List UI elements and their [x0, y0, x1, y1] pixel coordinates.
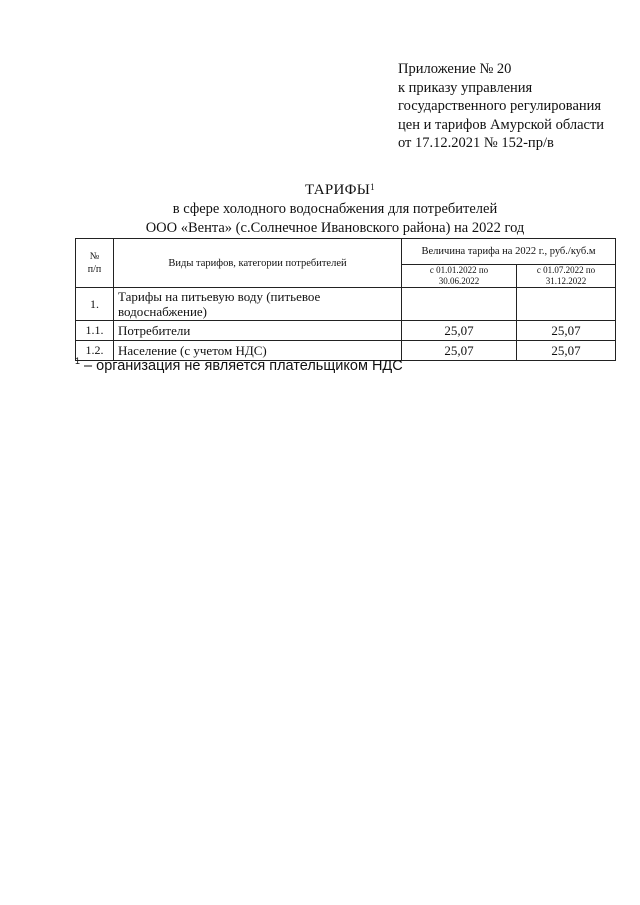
- header-kind: Виды тарифов, категории потребителей: [114, 239, 402, 288]
- title-main: [40, 180, 640, 200]
- appendix-line: от 17.12.2021 № 152-пр/в: [398, 135, 554, 152]
- table-row: [76, 288, 616, 321]
- footnote-mark: 1: [75, 356, 81, 366]
- header-period-1: [402, 265, 517, 288]
- row-num: 1.2.: [76, 341, 114, 361]
- header-num: [76, 239, 114, 288]
- header-num-text: № п/п: [87, 251, 102, 275]
- header-period-2: [517, 265, 616, 288]
- header-period-1-text: с 01.01.2022 по 30.06.2022: [429, 265, 489, 286]
- row-value-1: [402, 288, 517, 321]
- table-row: [76, 321, 616, 341]
- appendix-header: [398, 60, 634, 153]
- tariff-table: [75, 238, 616, 361]
- document-title: [0, 180, 640, 238]
- row-num: 1.: [76, 288, 114, 321]
- footnote: [75, 357, 403, 375]
- row-value-2: 25,07: [517, 341, 616, 361]
- title-subtitle-line2: ООО «Вента» (с.Солнечное Ивановского района) на 2022 год: [145, 220, 525, 236]
- table-header-row: [76, 239, 616, 265]
- row-value-1: 25,07: [402, 341, 517, 361]
- appendix-line: Приложение № 20: [398, 61, 512, 77]
- title-subtitle-line1: в сфере холодного водоснабжения для потребителей: [172, 201, 498, 217]
- title-footnote-mark: 1: [370, 182, 375, 192]
- header-value: Величина тарифа на 2022 г., руб./куб.м: [402, 239, 616, 265]
- title-word: ТАРИФЫ: [305, 182, 371, 198]
- row-label: Тарифы на питьевую воду (питьевое водоснабжение): [114, 288, 402, 321]
- row-label: Потребители: [114, 321, 402, 341]
- row-label: Население (с учетом НДС): [114, 341, 402, 361]
- appendix-line: к приказу управления: [398, 79, 533, 96]
- row-value-2: [517, 288, 616, 321]
- appendix-line: цен и тарифов Амурской области: [398, 116, 605, 133]
- header-period-2-text: с 01.07.2022 по 31.12.2022: [536, 265, 596, 286]
- footnote-text: – организация не является плательщиком НДС: [80, 358, 403, 374]
- appendix-line: государственного регулирования: [398, 98, 602, 115]
- row-value-1: 25,07: [402, 321, 517, 341]
- row-value-2: 25,07: [517, 321, 616, 341]
- row-num: 1.1.: [76, 321, 114, 341]
